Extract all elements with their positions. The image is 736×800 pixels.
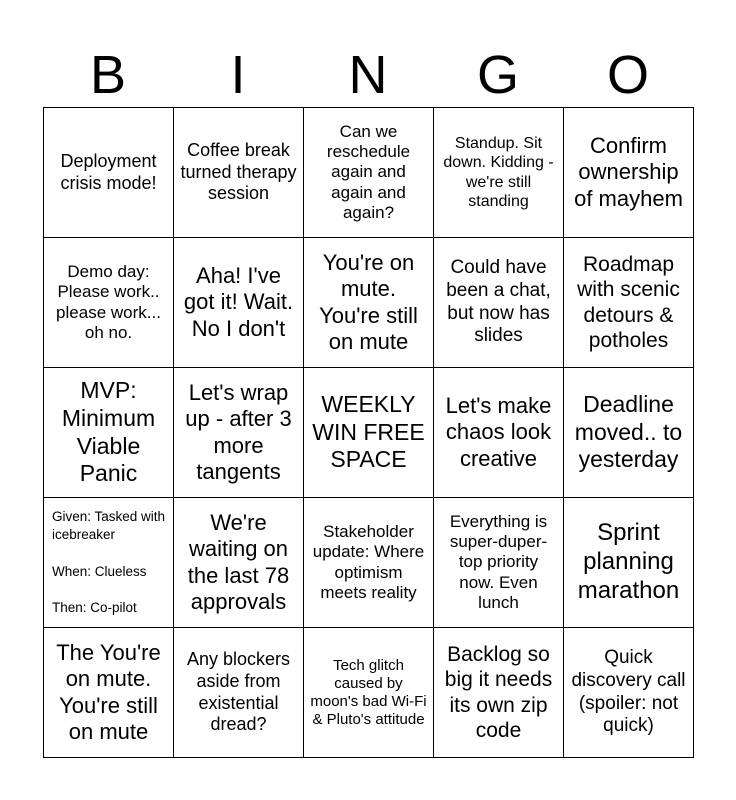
header-letter-n: N bbox=[348, 45, 388, 105]
bingo-cell[interactable]: Given: Tasked with icebreaker When: Clueless Then: Co-pilot bbox=[44, 498, 174, 628]
bingo-cell[interactable]: Let's make chaos look creative bbox=[434, 368, 564, 498]
bingo-cell[interactable]: Roadmap with scenic detours & potholes bbox=[564, 238, 694, 368]
bingo-cell[interactable]: Coffee break turned therapy session bbox=[174, 108, 304, 238]
bingo-cell[interactable]: The You're on mute. You're still on mute bbox=[44, 628, 174, 758]
bingo-cell[interactable]: Everything is super-duper-top priority now. Even lunch bbox=[434, 498, 564, 628]
bingo-cell[interactable]: Tech glitch caused by moon's bad Wi-Fi & Pluto's attitude bbox=[304, 628, 434, 758]
bingo-cell[interactable]: Can we reschedule again and again and again? bbox=[304, 108, 434, 238]
bingo-cell[interactable]: Backlog so big it needs its own zip code bbox=[434, 628, 564, 758]
bingo-cell[interactable]: Aha! I've got it! Wait. No I don't bbox=[174, 238, 304, 368]
bingo-cell[interactable]: Quick discovery call (spoiler: not quick) bbox=[564, 628, 694, 758]
header-letter-i: I bbox=[230, 45, 246, 105]
bingo-header bbox=[43, 44, 693, 106]
bingo-cell[interactable]: Demo day: Please work.. please work... oh no. bbox=[44, 238, 174, 368]
bingo-cell[interactable]: Deployment crisis mode! bbox=[44, 108, 174, 238]
bingo-cell[interactable]: Stakeholder update: Where optimism meets reality bbox=[304, 498, 434, 628]
bingo-cell[interactable]: Let's wrap up - after 3 more tangents bbox=[174, 368, 304, 498]
bingo-cell[interactable]: Standup. Sit down. Kidding - we're still standing bbox=[434, 108, 564, 238]
bingo-cell[interactable]: Sprint planning marathon bbox=[564, 498, 694, 628]
bingo-cell[interactable]: Confirm ownership of mayhem bbox=[564, 108, 694, 238]
bingo-cell[interactable]: Could have been a chat, but now has slides bbox=[434, 238, 564, 368]
header-letter-o: O bbox=[606, 45, 649, 105]
free-space-cell[interactable]: WEEKLY WIN FREE SPACE bbox=[304, 368, 434, 498]
bingo-cell[interactable]: MVP: Minimum Viable Panic bbox=[44, 368, 174, 498]
bingo-grid bbox=[43, 107, 694, 758]
bingo-cell[interactable]: Any blockers aside from existential dread? bbox=[174, 628, 304, 758]
bingo-cell[interactable]: You're on mute. You're still on mute bbox=[304, 238, 434, 368]
bingo-cell[interactable]: We're waiting on the last 78 approvals bbox=[174, 498, 304, 628]
header-letter-b: B bbox=[89, 45, 127, 105]
header-letter-g: G bbox=[476, 45, 519, 105]
bingo-cell[interactable]: Deadline moved.. to yesterday bbox=[564, 368, 694, 498]
